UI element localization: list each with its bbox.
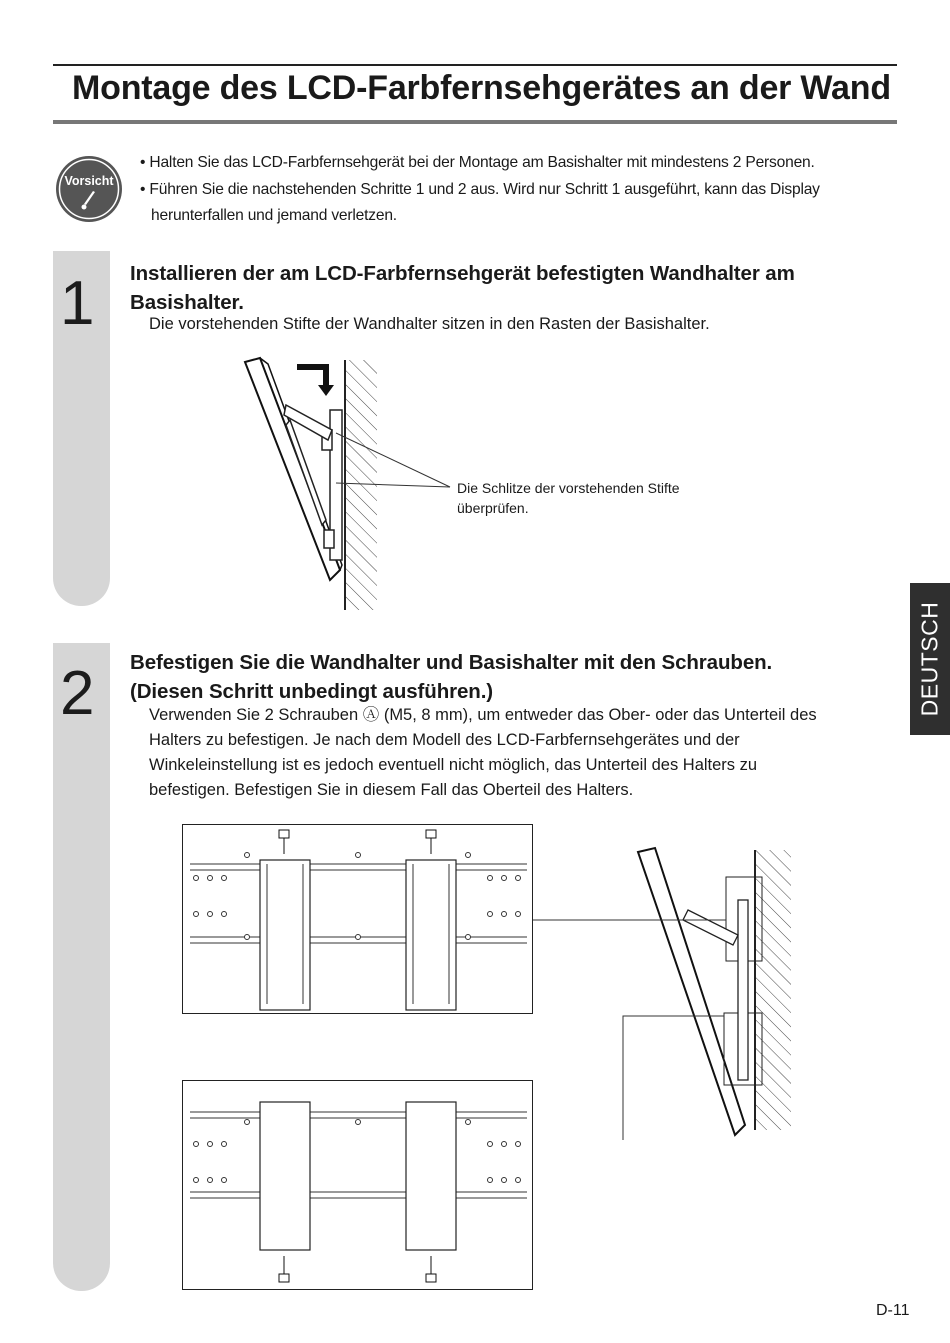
step-1-body: Die vorstehenden Stifte der Wandhalter sitzen in den Rasten der Basishalter.: [149, 315, 710, 333]
caution-line: herunterfallen und jemand verletzen.: [151, 207, 397, 224]
step-2-side-diagram: [533, 840, 793, 1140]
callout-line-text: überprüfen.: [457, 500, 529, 516]
language-tab: [910, 583, 950, 735]
step-2-body-line: Halters zu befestigen. Je nach dem Modell des LCD-Farbfernsehgerätes und der: [149, 731, 740, 749]
bracket-top-view-upper: [182, 824, 533, 1014]
step-1-heading-line: Basishalter.: [130, 291, 244, 314]
caution-label: Vorsicht: [64, 174, 114, 188]
step-1-heading: [130, 259, 795, 317]
step-1-heading-line: Installieren der am LCD-Farbfernsehgerät befestigten Wandhalter am: [130, 262, 795, 285]
step-2-heading: [130, 648, 772, 706]
step-2-body: [149, 703, 817, 803]
page-number: D-11: [876, 1302, 910, 1319]
caution-line: • Führen Sie die nachstehenden Schritte 1 und 2 aus. Wird nur Schritt 1 ausgeführt, kann das Display: [140, 180, 820, 198]
bracket-top-view-lower: [182, 1080, 533, 1290]
step-2-band: [53, 643, 110, 1291]
step-1-callout: [457, 478, 680, 518]
step-1-number: 1: [60, 269, 95, 338]
step-2-heading-line: (Diesen Schritt unbedingt ausführen.): [130, 680, 494, 703]
step-2-body-line: befestigen. Befestigen Sie in diesem Fall das Oberteil des Halters.: [149, 781, 634, 799]
step-2-heading-line: Befestigen Sie die Wandhalter und Basishalter mit den Schrauben.: [130, 651, 773, 674]
page-title: Montage des LCD-Farbfernsehgerätes an der Wand: [72, 69, 891, 107]
step-2-body-line: Verwenden Sie 2 Schrauben Ⓐ (M5, 8 mm), um entweder das Ober- oder das Unterteil des: [149, 706, 817, 724]
step-2-number: 2: [60, 659, 95, 728]
tv-panel: [638, 848, 745, 1135]
language-tab-label: DEUTSCH: [916, 601, 943, 717]
arrow-down-icon: [297, 367, 334, 396]
callout-line-text: Die Schlitze der vorstehenden Stifte: [457, 480, 680, 496]
wall: [345, 360, 377, 610]
caution-list: [140, 150, 910, 230]
caution-line: • Halten Sie das LCD-Farbfernsehgerät bei der Montage am Basishalter mit mindestens 2 Personen.: [140, 154, 815, 171]
step-2-body-line: Winkeleinstellung ist es jedoch eventuell nicht möglich, das Unterteil des Halters zu: [149, 756, 758, 774]
step-1-diagram: [240, 350, 480, 615]
caution-pen-icon: [55, 155, 123, 223]
